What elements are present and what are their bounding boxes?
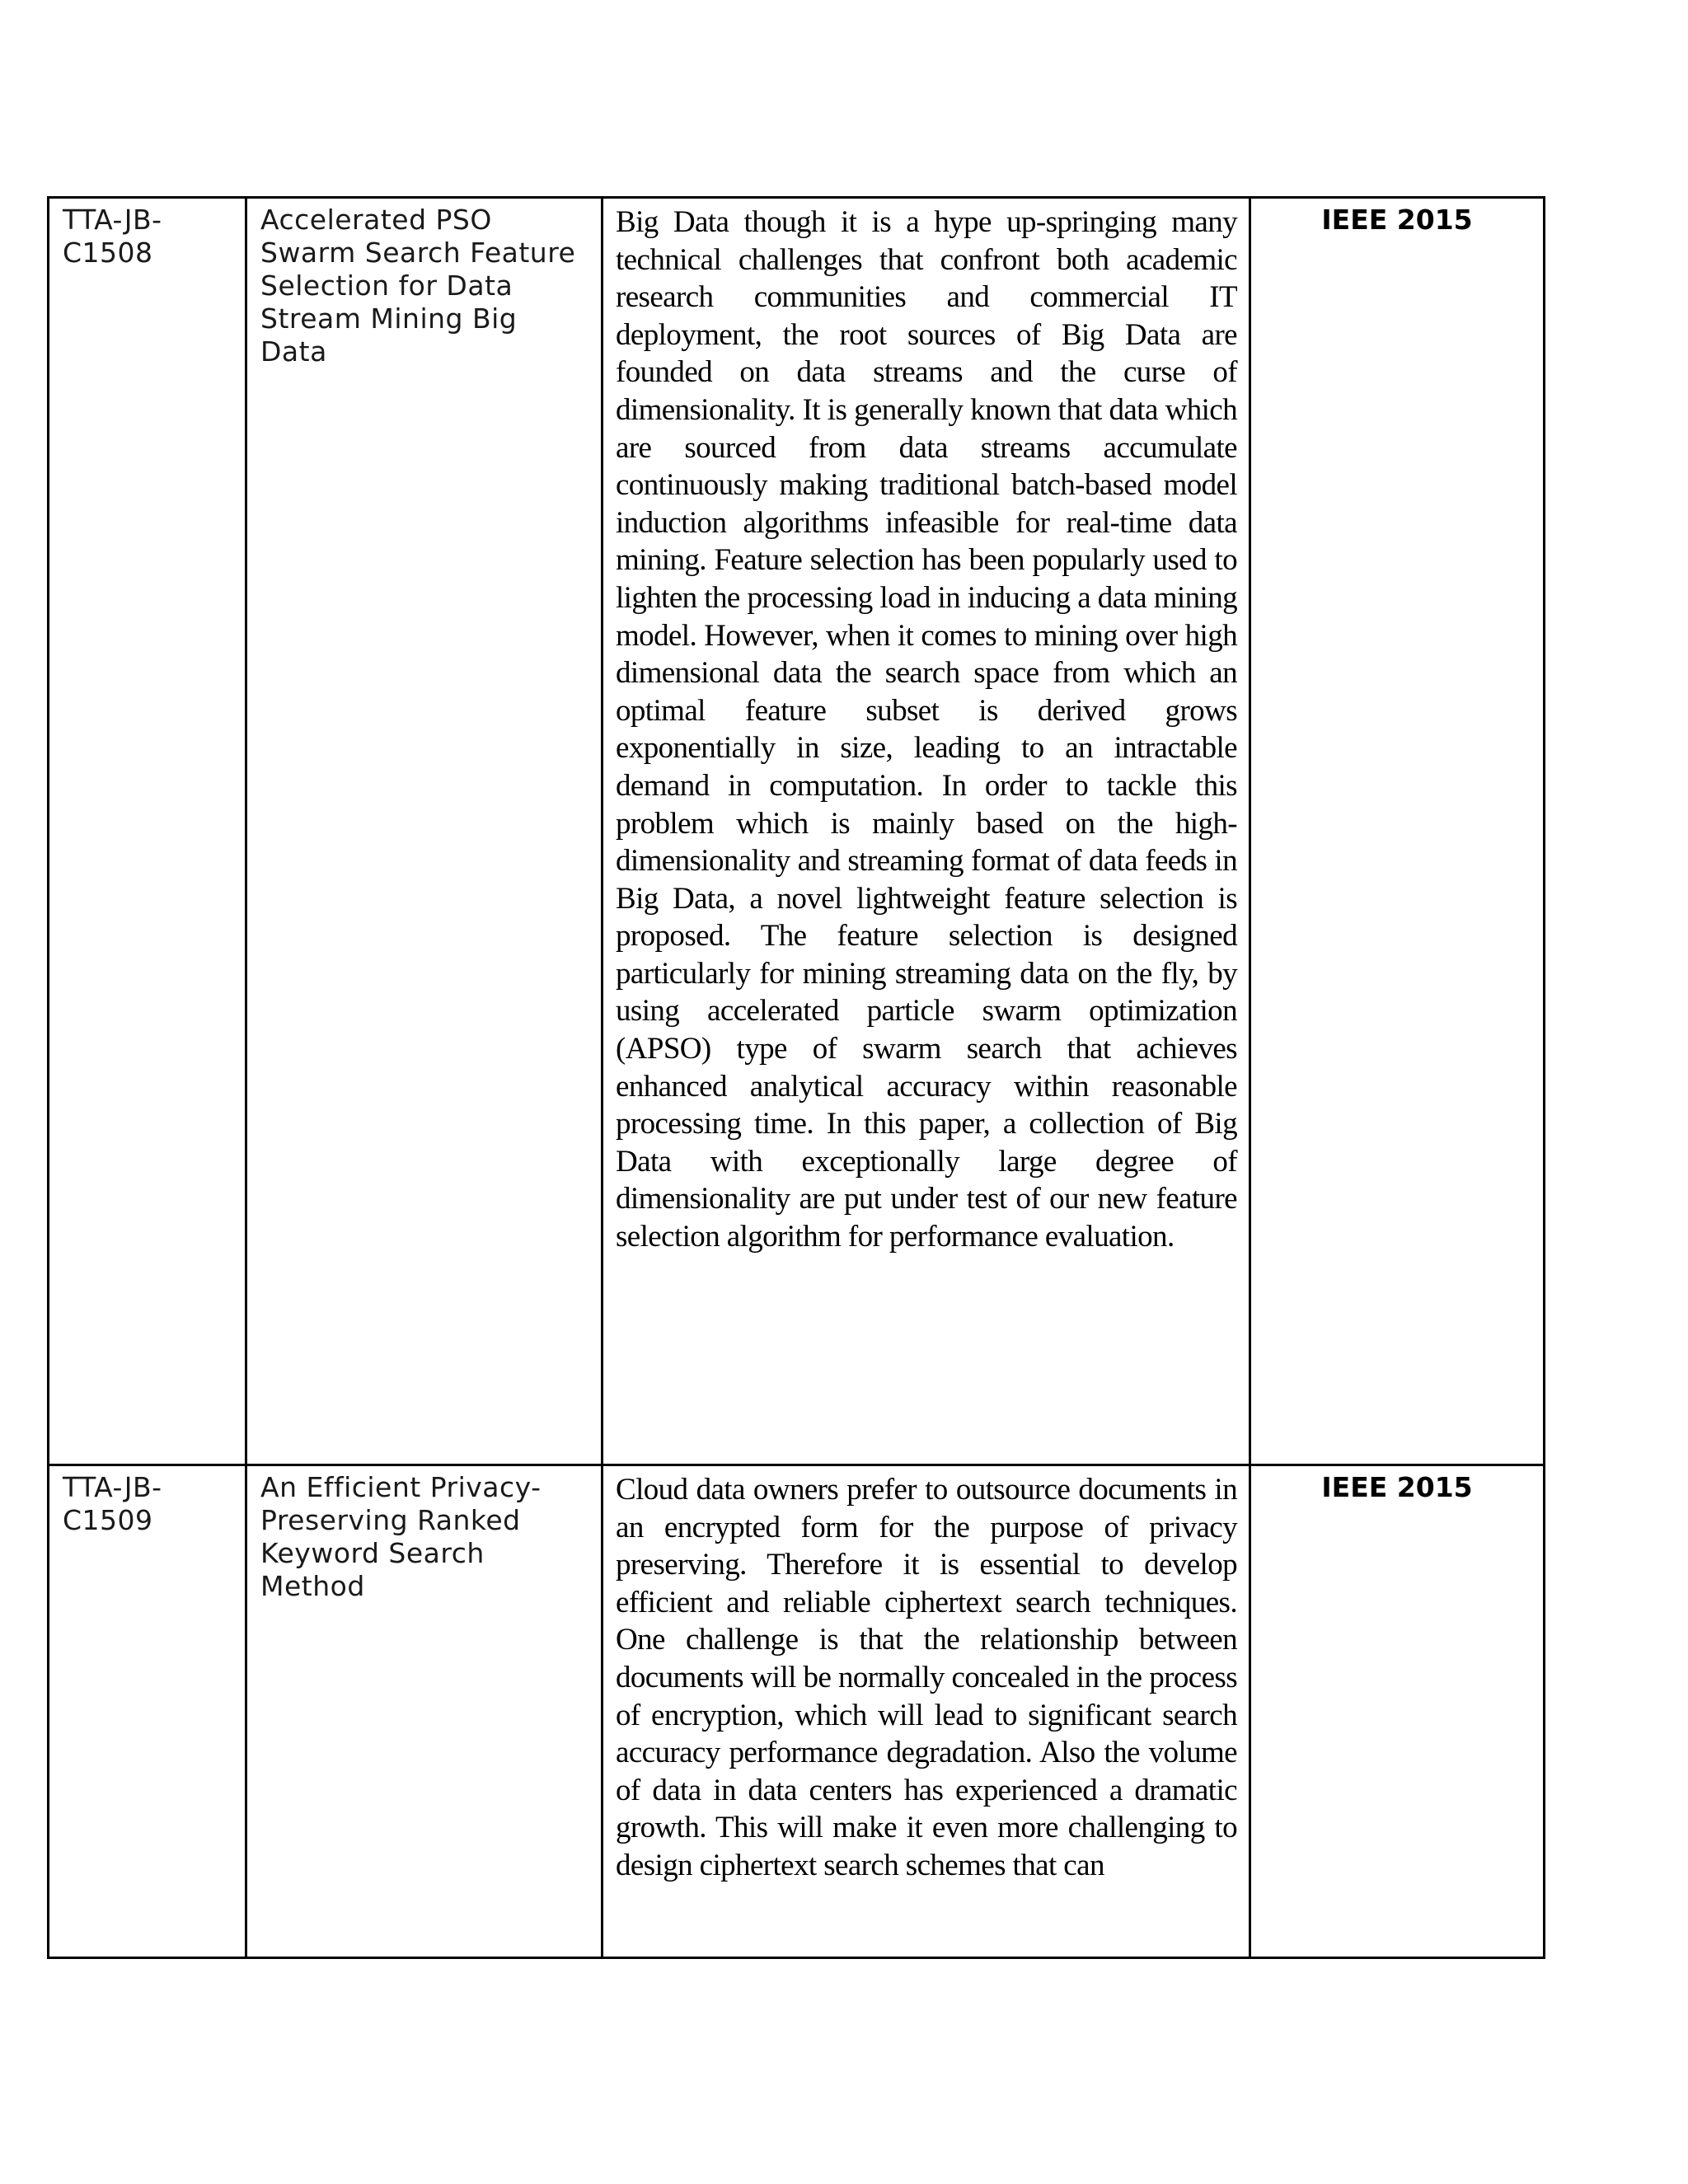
project-title-cell — [246, 1465, 603, 1958]
publication-year: IEEE 2015 — [1250, 1465, 1545, 1958]
project-abstract: Big Data though it is a hype up-springing many technical challenges that confront both academic research communities and commercial IT deployment, the root sources of Big Data are founded on data streams and the curse of dimensionality. It is generally known that data which are sourced from data streams accumulate continuously making traditional batch-based model induction algorithms infeasible for real-time data mining. Feature selection has been popularly used to lighten the processing load in inducing a data mining model. However, when it comes to mining over high dimensional data the search space from which an optimal feature subset is derived grows exponentially in size, leading to an intractable demand in computation. In order to tackle this problem which is mainly based on the high-dimensionality and streaming format of data feeds in Big Data, a novel lightweight feature selection is proposed. The feature selection is designed particularly for mining streaming data on the fly, by using accelerated particle swarm optimization (APSO) type of swarm search that achieves enhanced analytical accuracy within reasonable processing time. In this paper, a collection of Big Data with exceptionally large degree of dimensionality are put under test of our new feature selection algorithm for performance evaluation. — [603, 198, 1250, 1465]
project-id-cell — [49, 1465, 246, 1958]
project-title: Accelerated PSO Swarm Search Feature Selection for Data Stream Mining Big Data — [260, 204, 576, 368]
project-abstract: Cloud data owners prefer to outsource documents in an encrypted form for the purpose of privacy preserving. Therefore it is essential to develop efficient and reliable ciphertext search techniques. One challenge is that the relationship between documents will be normally concealed in the process of encryption, which will lead to significant search accuracy performance degradation. Also the volume of data in data centers has experienced a dramatic growth. This will make it even more challenging to design ciphertext search schemes that can — [603, 1465, 1250, 1958]
project-title: An Efficient Privacy- Preserving Ranked Keyword Search Method — [260, 1471, 542, 1602]
table-row — [49, 198, 1545, 1465]
project-id: TTA-JB- C1509 — [63, 1471, 162, 1536]
table-row — [49, 1465, 1545, 1958]
publication-year: IEEE 2015 — [1250, 198, 1545, 1465]
project-table — [47, 196, 1545, 1959]
project-title-cell — [246, 198, 603, 1465]
project-id: TTA-JB- C1508 — [63, 204, 162, 269]
project-id-cell — [49, 198, 246, 1465]
